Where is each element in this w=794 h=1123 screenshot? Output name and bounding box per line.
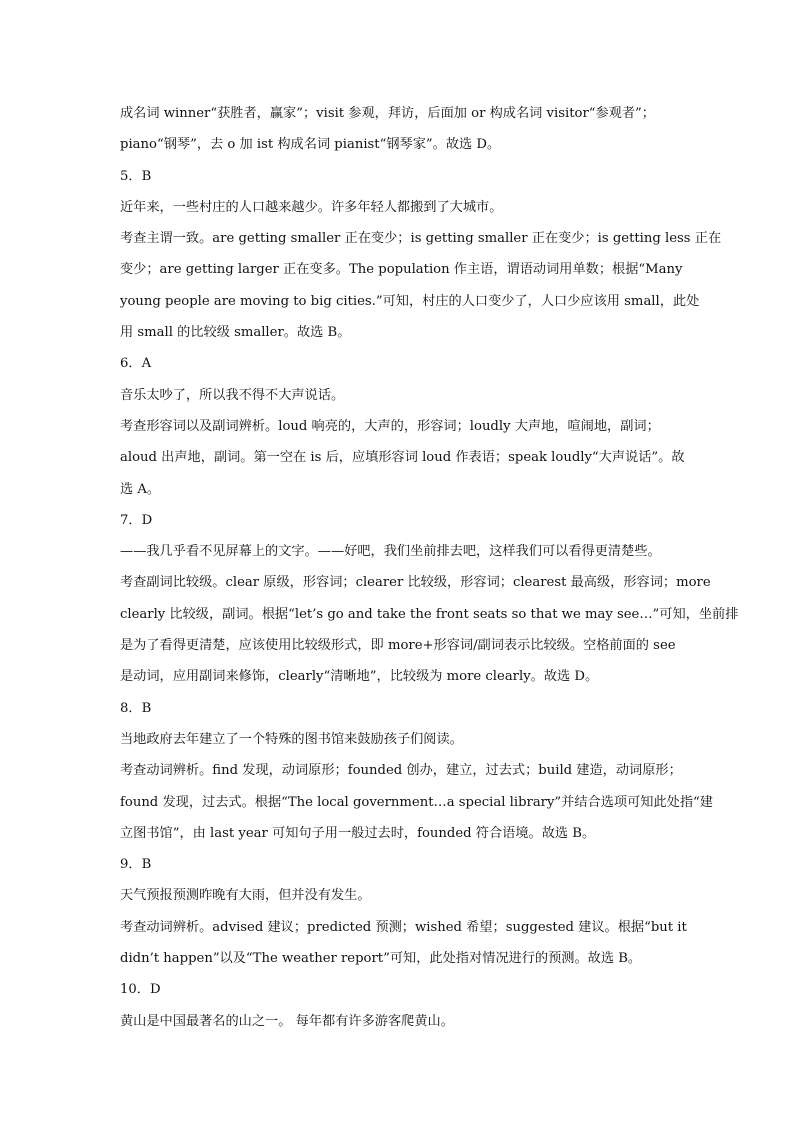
answer-number: 8．B [120,700,152,716]
text-line: piano“钢琴”，去 o 加 ist 构成名词 pianist“钢琴家”。故选 D。 [120,137,501,153]
text-line: didn’t happen”以及“The weather report”可知，此处指对情况进行的预测。故选 B。 [120,951,642,967]
answer-number: 6．A [120,356,152,372]
translation-line: 黄山是中国最著名的山之一。 每年都有许多游客爬黄山。 [120,1013,454,1029]
translation-line: ——我几乎看不见屏幕上的文字。——好吧，我们坐前排去吧，这样我们可以看得更清楚些。 [120,544,661,560]
text-line: 选 A。 [120,481,161,497]
text-line: aloud 出声地，副词。第一空在 is 后，应填形容词 loud 作表语；speak loudly“大声说话”。故 [120,450,685,466]
text-line: 立图书馆”，由 last year 可知句子用一般过去时，founded 符合语境。故选 B。 [120,825,596,841]
translation-line: 当地政府去年建立了一个特殊的图书馆来鼓励孩子们阅读。 [120,731,463,747]
text-line: young people are moving to big cities.”可知，村庄的人口变少了，人口少应该用 small，此处 [120,293,700,309]
document-body [120,98,739,1037]
answer-number: 10．D [120,982,161,998]
text-line: 考查副词比较级。clear 原级，形容词；clearer 比较级，形容词；clearest 最高级，形容词；more [120,575,711,591]
text-line: 考查动词辨析。find 发现，动词原形；founded 创办，建立，过去式；build 建造，动词原形； [120,763,682,779]
answer-number: 7．D [120,512,153,528]
answer-number: 5．B [120,168,152,184]
text-line: 考查动词辨析。advised 建议；predicted 预测；wished 希望；suggested 建议。根据“but it [120,919,687,935]
text-line: 变少；are getting larger 正在变多。The population 作主语，谓语动词用单数；根据“Many [120,262,683,278]
text-line: 考查形容词以及副词辨析。loud 响亮的，大声的，形容词；loudly 大声地，喧闹地，副词； [120,418,660,434]
translation-line: 近年来，一些村庄的人口越来越少。许多年轻人都搬到了大城市。 [120,199,503,215]
text-line: clearly 比较级，副词。根据“let’s go and take the front seats so that we may see…”可知，坐前排 [120,606,739,622]
text-line: 是动词，应用副词来修饰，clearly“清晰地”，比较级为 more clearly。故选 D。 [120,669,599,685]
answer-number: 9．B [120,857,152,873]
text-line: 成名词 winner“获胜者，赢家”；visit 参观，拜访，后面加 or 构成名词 visitor“参观者”； [120,106,655,121]
text-line: 用 small 的比较级 smaller。故选 B。 [120,325,351,341]
translation-line: 音乐太吵了，所以我不得不大声说话。 [120,387,345,403]
translation-line: 天气预报预测昨晚有大雨，但并没有发生。 [120,888,371,904]
text-line: 是为了看得更清楚，应该使用比较级形式，即 more+形容词/副词表示比较级。空格前面的 see [120,638,676,654]
text-line: 考查主谓一致。are getting smaller 正在变少；is getting smaller 正在变少；is getting less 正在 [120,231,722,247]
text-line: found 发现，过去式。根据“The local government…a special library”并结合选项可知此处指“建 [120,794,713,810]
